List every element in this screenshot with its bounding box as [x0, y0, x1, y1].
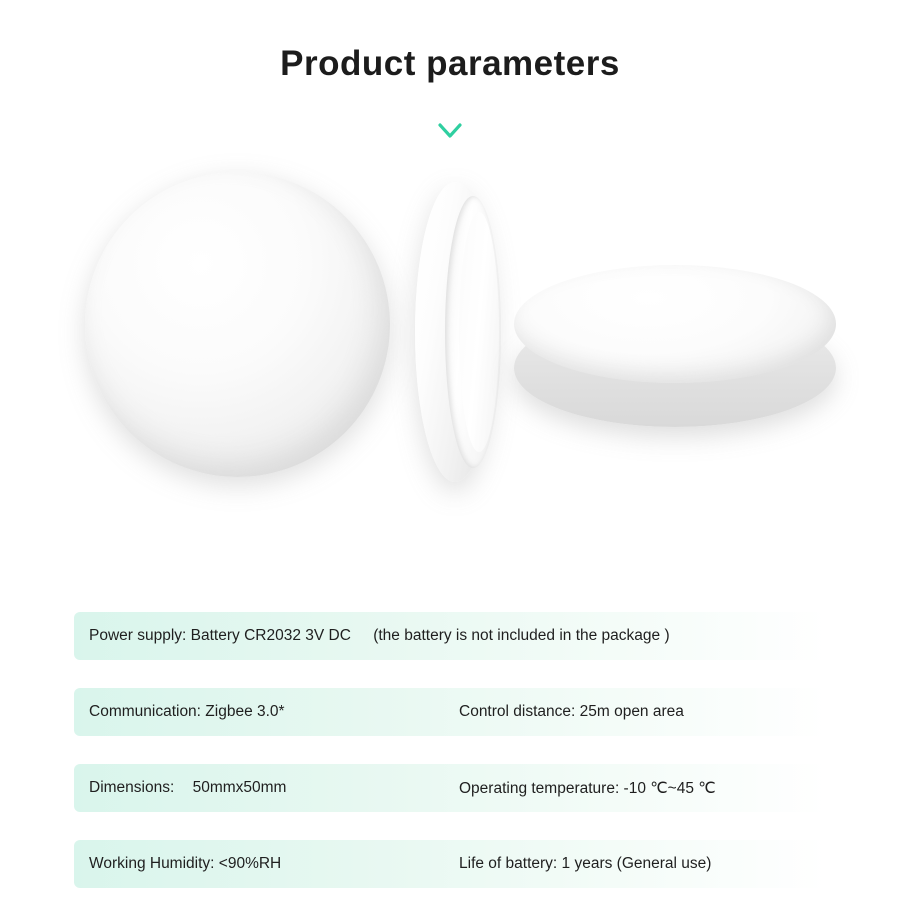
spec-power-supply-note: (the battery is not included in the package )	[373, 627, 670, 644]
page-title: Product parameters	[280, 44, 620, 83]
sensor-front-view	[85, 172, 390, 477]
sensor-perspective-view	[508, 265, 843, 440]
spec-communication: Communication: Zigbee 3.0*	[89, 703, 285, 720]
sensor-side-view	[415, 182, 495, 482]
table-row	[74, 688, 826, 736]
spec-table	[74, 612, 826, 888]
spec-power-supply: Power supply: Battery CR2032 3V DC (the battery is not included in the package )	[89, 627, 670, 644]
spec-control-distance: Control distance: 25m open area	[459, 703, 684, 720]
table-row	[74, 612, 826, 660]
chevron-down-icon	[0, 122, 900, 146]
spec-dimensions: Dimensions: 50mmx50mm	[89, 779, 287, 796]
spec-operating-temperature: Operating temperature: -10 ℃~45 ℃	[459, 779, 716, 797]
product-image-group	[0, 160, 900, 560]
spec-battery-life: Life of battery: 1 years (General use)	[459, 855, 712, 872]
table-row	[74, 764, 826, 812]
spec-working-humidity: Working Humidity: <90%RH	[89, 855, 282, 872]
table-row	[74, 840, 826, 888]
spec-dimensions-value: 50mmx50mm	[192, 779, 287, 796]
